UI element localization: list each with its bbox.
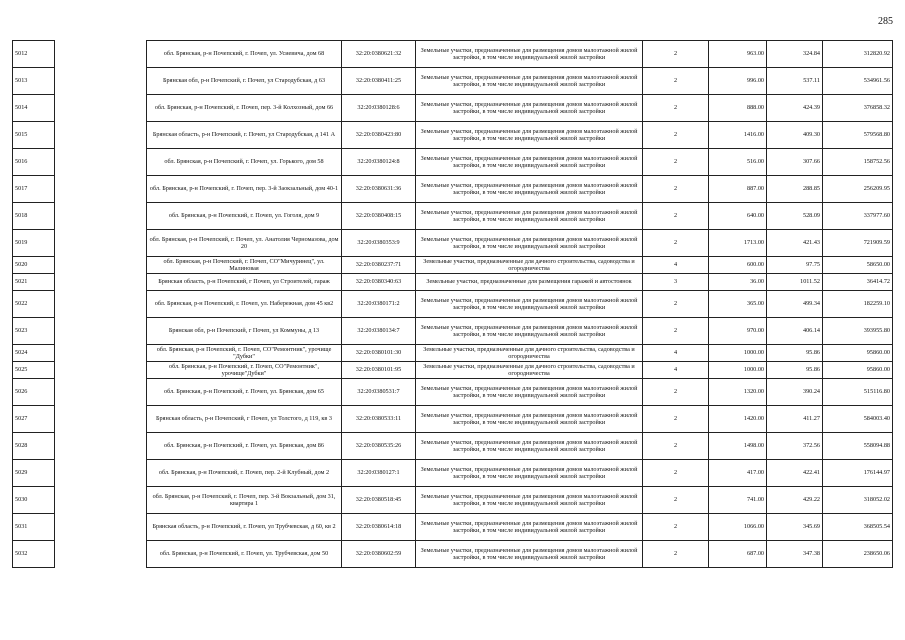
row-number: 5017: [13, 176, 55, 203]
row-number: 5020: [13, 257, 55, 274]
cadastral-number-cell: 32:20:0380423:80: [342, 122, 416, 149]
table-row: [13, 230, 893, 257]
category-cell: 2: [643, 487, 709, 514]
specific-value-cell: 345.69: [767, 514, 823, 541]
cadastral-value-cell: 534961.56: [823, 68, 893, 95]
area-cell: 1066.00: [709, 514, 767, 541]
cadastral-number-cell: 32:20:0380134:7: [342, 318, 416, 345]
land-use-cell: Земельные участки, предназначенные для дачного строительства, садоводства и огородничества: [416, 345, 643, 362]
row-number: 5025: [13, 362, 55, 379]
cadastral-value-cell: 158752.56: [823, 149, 893, 176]
cadastral-number-cell: 32:20:0380101:30: [342, 345, 416, 362]
cadastral-value-cell: 368505.54: [823, 514, 893, 541]
cadastral-value-cell: 376858.32: [823, 95, 893, 122]
area-cell: 1000.00: [709, 345, 767, 362]
cadastral-value-cell: 337977.60: [823, 203, 893, 230]
row-number: 5026: [13, 379, 55, 406]
address-cell: обл. Брянская, р-н Почепский, г. Почеп, ул. Усиевича, дом 68: [147, 41, 342, 68]
cadastral-value-cell: 256209.95: [823, 176, 893, 203]
land-use-cell: Земельные участки, предназначенные для размещения домов малоэтажной жилой застройки, в том числе индивидуальной жилой застройки: [416, 149, 643, 176]
spacer-cell: [55, 406, 147, 433]
cadastral-number-cell: 32:20:0380353:9: [342, 230, 416, 257]
page-number: 285: [878, 16, 893, 27]
cadastral-value-cell: 393955.80: [823, 318, 893, 345]
spacer-cell: [55, 541, 147, 568]
area-cell: 970.00: [709, 318, 767, 345]
spacer-cell: [55, 345, 147, 362]
table-row: [13, 203, 893, 230]
land-use-cell: Земельные участки, предназначенные для размещения домов малоэтажной жилой застройки, в том числе индивидуальной жилой застройки: [416, 460, 643, 487]
cadastral-number-cell: 32:20:0380621:32: [342, 41, 416, 68]
category-cell: 2: [643, 203, 709, 230]
cadastral-number-cell: 32:20:0380237:71: [342, 257, 416, 274]
land-use-cell: Земельные участки, предназначенные для размещения домов малоэтажной жилой застройки, в том числе индивидуальной жилой застройки: [416, 433, 643, 460]
spacer-cell: [55, 68, 147, 95]
area-cell: 687.00: [709, 541, 767, 568]
cadastral-number-cell: 32:20:0380531:7: [342, 379, 416, 406]
address-cell: обл. Брянская, р-н Почепский, г. Почеп, СО"Ремонтник", урочище "Дубки": [147, 345, 342, 362]
category-cell: 3: [643, 274, 709, 291]
spacer-cell: [55, 433, 147, 460]
cadastral-value-cell: 318052.02: [823, 487, 893, 514]
row-number: 5023: [13, 318, 55, 345]
address-cell: обл. Брянская, р-н Почепский, г. Почеп, пер. 2-й Клубный, дом 2: [147, 460, 342, 487]
specific-value-cell: 372.56: [767, 433, 823, 460]
row-number: 5014: [13, 95, 55, 122]
area-cell: 1416.00: [709, 122, 767, 149]
spacer-cell: [55, 487, 147, 514]
specific-value-cell: 97.75: [767, 257, 823, 274]
spacer-cell: [55, 122, 147, 149]
cadastral-number-cell: 32:20:0380101:95: [342, 362, 416, 379]
specific-value-cell: 409.30: [767, 122, 823, 149]
land-use-cell: Земельные участки, предназначенные для дачного строительства, садоводства и огородничества: [416, 257, 643, 274]
land-use-cell: Земельные участки, предназначенные для размещения домов малоэтажной жилой застройки, в том числе индивидуальной жилой застройки: [416, 406, 643, 433]
address-cell: обл. Брянская, р-н Почепский, г. Почеп, ул. Набережная, дом 45 кв2: [147, 291, 342, 318]
cadastral-value-cell: 721909.59: [823, 230, 893, 257]
category-cell: 2: [643, 379, 709, 406]
table-row: [13, 345, 893, 362]
address-cell: Брянская область, р-н Почепский, г Почеп, ул Толстого, д 119, кв 3: [147, 406, 342, 433]
category-cell: 2: [643, 433, 709, 460]
cadastral-value-cell: 182259.10: [823, 291, 893, 318]
area-cell: 1000.00: [709, 362, 767, 379]
row-number: 5032: [13, 541, 55, 568]
land-use-cell: Земельные участки, предназначенные для размещения домов малоэтажной жилой застройки, в том числе индивидуальной жилой застройки: [416, 68, 643, 95]
cadastral-value-cell: 238650.06: [823, 541, 893, 568]
category-cell: 2: [643, 41, 709, 68]
spacer-cell: [55, 291, 147, 318]
address-cell: обл. Брянская, р-н Почепский, г. Почеп, СО"Мичуринец", ул. Малиновая: [147, 257, 342, 274]
address-cell: обл. Брянская, р-н Почепский, г. Почеп, пер. 3-й Вокзальный, дом 31, квартира 1: [147, 487, 342, 514]
cadastral-value-cell: 584003.40: [823, 406, 893, 433]
category-cell: 2: [643, 95, 709, 122]
cadastral-value-cell: 36414.72: [823, 274, 893, 291]
address-cell: Брянская обл, р-н Почепский, г. Почеп, ул Стародубская, д 63: [147, 68, 342, 95]
area-cell: 600.00: [709, 257, 767, 274]
cadastral-number-cell: 32:20:0380535:26: [342, 433, 416, 460]
table-row: [13, 291, 893, 318]
address-cell: обл. Брянская, р-н Почепский, г. Почеп, ул. Брянская, дом 86: [147, 433, 342, 460]
cadastral-number-cell: 32:20:0380411:25: [342, 68, 416, 95]
cadastral-number-cell: 32:20:0380127:1: [342, 460, 416, 487]
area-cell: 365.00: [709, 291, 767, 318]
row-number: 5018: [13, 203, 55, 230]
cadastral-number-cell: 32:20:0380124:8: [342, 149, 416, 176]
specific-value-cell: 411.27: [767, 406, 823, 433]
table-row: [13, 514, 893, 541]
address-cell: обл. Брянская, р-н Почепский, г. Почеп, ул. Брянская, дом 65: [147, 379, 342, 406]
spacer-cell: [55, 318, 147, 345]
category-cell: 2: [643, 68, 709, 95]
category-cell: 4: [643, 362, 709, 379]
land-use-cell: Земельные участки, предназначенные для дачного строительства, садоводства и огородничества: [416, 362, 643, 379]
area-cell: 887.00: [709, 176, 767, 203]
spacer-cell: [55, 149, 147, 176]
category-cell: 2: [643, 230, 709, 257]
address-cell: обл. Брянская, р-н Почепский, г. Почеп, пер. 3-й Заокзальный, дом 40-1: [147, 176, 342, 203]
row-number: 5021: [13, 274, 55, 291]
category-cell: 2: [643, 318, 709, 345]
row-number: 5031: [13, 514, 55, 541]
specific-value-cell: 347.38: [767, 541, 823, 568]
cadastral-number-cell: 32:20:0380631:36: [342, 176, 416, 203]
address-cell: обл. Брянская, р-н Почепский, г. Почеп, ул. Трубчевская, дом 50: [147, 541, 342, 568]
spacer-cell: [55, 274, 147, 291]
specific-value-cell: 499.34: [767, 291, 823, 318]
address-cell: обл. Брянская, р-н Почепский, г. Почеп, пер. 3-й Колхозный, дом 66: [147, 95, 342, 122]
specific-value-cell: 288.85: [767, 176, 823, 203]
land-use-cell: Земельные участки, предназначенные для размещения домов малоэтажной жилой застройки, в том числе индивидуальной жилой застройки: [416, 541, 643, 568]
cadastral-value-cell: 312820.92: [823, 41, 893, 68]
land-use-cell: Земельные участки, предназначенные для размещения домов малоэтажной жилой застройки, в том числе индивидуальной жилой застройки: [416, 291, 643, 318]
row-number: 5030: [13, 487, 55, 514]
land-use-cell: Земельные участки, предназначенные для размещения домов малоэтажной жилой застройки, в том числе индивидуальной жилой застройки: [416, 203, 643, 230]
table-row: [13, 362, 893, 379]
area-cell: 996.00: [709, 68, 767, 95]
cadastral-value-cell: 515116.80: [823, 379, 893, 406]
specific-value-cell: 95.86: [767, 345, 823, 362]
cadastral-number-cell: 32:20:0380518:45: [342, 487, 416, 514]
spacer-cell: [55, 514, 147, 541]
table-row: [13, 68, 893, 95]
row-number: 5013: [13, 68, 55, 95]
spacer-cell: [55, 41, 147, 68]
cadastral-value-cell: 95860.00: [823, 345, 893, 362]
area-cell: 1420.00: [709, 406, 767, 433]
land-use-cell: Земельные участки, предназначенные для размещения домов малоэтажной жилой застройки, в том числе индивидуальной жилой застройки: [416, 176, 643, 203]
table-row: [13, 379, 893, 406]
area-cell: 963.00: [709, 41, 767, 68]
cadastral-number-cell: 32:20:0380533:11: [342, 406, 416, 433]
land-use-cell: Земельные участки, предназначенные для размещения домов малоэтажной жилой застройки, в том числе индивидуальной жилой застройки: [416, 230, 643, 257]
specific-value-cell: 1011.52: [767, 274, 823, 291]
cadastral-value-cell: 558094.88: [823, 433, 893, 460]
row-number: 5019: [13, 230, 55, 257]
address-cell: обл. Брянская, р-н Почепский, г. Почеп, ул. Гоголя, дом 9: [147, 203, 342, 230]
spacer-cell: [55, 460, 147, 487]
specific-value-cell: 406.14: [767, 318, 823, 345]
row-number: 5012: [13, 41, 55, 68]
spacer-cell: [55, 257, 147, 274]
row-number: 5022: [13, 291, 55, 318]
category-cell: 2: [643, 291, 709, 318]
address-cell: Брянская обл, р-н Почепский, г Почеп, ул Коммуны, д 13: [147, 318, 342, 345]
category-cell: 4: [643, 257, 709, 274]
table-row: [13, 318, 893, 345]
area-cell: 1498.00: [709, 433, 767, 460]
area-cell: 1320.00: [709, 379, 767, 406]
table-row: [13, 122, 893, 149]
spacer-cell: [55, 176, 147, 203]
category-cell: 2: [643, 460, 709, 487]
area-cell: 417.00: [709, 460, 767, 487]
specific-value-cell: 422.41: [767, 460, 823, 487]
table-row: [13, 41, 893, 68]
category-cell: 2: [643, 406, 709, 433]
cadastral-number-cell: 32:20:0380171:2: [342, 291, 416, 318]
address-cell: обл. Брянская, р-н Почепский, г. Почеп, ул. Анатолия Черномазова, дом 20: [147, 230, 342, 257]
category-cell: 2: [643, 514, 709, 541]
spacer-cell: [55, 230, 147, 257]
table-row: [13, 176, 893, 203]
land-use-cell: Земельные участки, предназначенные для размещения домов малоэтажной жилой застройки, в том числе индивидуальной жилой застройки: [416, 95, 643, 122]
table-row: [13, 541, 893, 568]
table-row: [13, 406, 893, 433]
category-cell: 2: [643, 149, 709, 176]
row-number: 5028: [13, 433, 55, 460]
table-row: [13, 95, 893, 122]
specific-value-cell: 95.86: [767, 362, 823, 379]
category-cell: 2: [643, 541, 709, 568]
spacer-cell: [55, 362, 147, 379]
area-cell: 516.00: [709, 149, 767, 176]
row-number: 5015: [13, 122, 55, 149]
spacer-cell: [55, 95, 147, 122]
table-row: [13, 433, 893, 460]
specific-value-cell: 421.43: [767, 230, 823, 257]
specific-value-cell: 324.84: [767, 41, 823, 68]
row-number: 5027: [13, 406, 55, 433]
specific-value-cell: 528.09: [767, 203, 823, 230]
cadastral-value-cell: 58650.00: [823, 257, 893, 274]
area-cell: 741.00: [709, 487, 767, 514]
address-cell: обл. Брянская, р-н Почепский, г. Почеп, ул. Горького, дом 58: [147, 149, 342, 176]
category-cell: 4: [643, 345, 709, 362]
area-cell: 888.00: [709, 95, 767, 122]
specific-value-cell: 429.22: [767, 487, 823, 514]
specific-value-cell: 424.39: [767, 95, 823, 122]
table-row: [13, 487, 893, 514]
cadastral-value-cell: 579568.80: [823, 122, 893, 149]
row-number: 5024: [13, 345, 55, 362]
address-cell: Брянская область, р-н Почепский, г. Почеп, ул Стародубская, д 141 А: [147, 122, 342, 149]
land-use-cell: Земельные участки, предназначенные для размещения домов малоэтажной жилой застройки, в том числе индивидуальной жилой застройки: [416, 122, 643, 149]
category-cell: 2: [643, 176, 709, 203]
land-use-cell: Земельные участки, предназначенные для размещения домов малоэтажной жилой застройки, в том числе индивидуальной жилой застройки: [416, 514, 643, 541]
specific-value-cell: 307.66: [767, 149, 823, 176]
land-use-cell: Земельные участки, предназначенные для размещения домов малоэтажной жилой застройки, в том числе индивидуальной жилой застройки: [416, 41, 643, 68]
spacer-cell: [55, 379, 147, 406]
specific-value-cell: 537.11: [767, 68, 823, 95]
address-cell: Брянская область, р-н Почепский, г Почеп, ул Строителей, гараж: [147, 274, 342, 291]
land-use-cell: Земельные участки, предназначенные для размещения домов малоэтажной жилой застройки, в том числе индивидуальной жилой застройки: [416, 318, 643, 345]
cadastral-number-cell: 32:20:0380408:15: [342, 203, 416, 230]
specific-value-cell: 390.24: [767, 379, 823, 406]
address-cell: Брянская область, р-н Почепский, г. Почеп, ул Трубчевская, д 60, кв 2: [147, 514, 342, 541]
cadastral-value-table: [12, 40, 893, 568]
table-row: [13, 274, 893, 291]
table-row: [13, 149, 893, 176]
cadastral-value-cell: 95860.00: [823, 362, 893, 379]
address-cell: обл. Брянская, р-н Почепский, г. Почеп, СО"Ремонтник", урочище"Дубки": [147, 362, 342, 379]
cadastral-number-cell: 32:20:0380602:59: [342, 541, 416, 568]
cadastral-number-cell: 32:20:0380128:6: [342, 95, 416, 122]
table-row: [13, 460, 893, 487]
cadastral-value-cell: 176144.97: [823, 460, 893, 487]
table-row: [13, 257, 893, 274]
cadastral-number-cell: 32:20:0380340:63: [342, 274, 416, 291]
land-use-cell: Земельные участки, предназначенные для размещения домов малоэтажной жилой застройки, в том числе индивидуальной жилой застройки: [416, 379, 643, 406]
category-cell: 2: [643, 122, 709, 149]
spacer-cell: [55, 203, 147, 230]
area-cell: 1713.00: [709, 230, 767, 257]
row-number: 5016: [13, 149, 55, 176]
land-use-cell: Земельные участки, предназначенные для размещения домов малоэтажной жилой застройки, в том числе индивидуальной жилой застройки: [416, 487, 643, 514]
row-number: 5029: [13, 460, 55, 487]
area-cell: 36.00: [709, 274, 767, 291]
cadastral-number-cell: 32:20:0380614:18: [342, 514, 416, 541]
land-use-cell: Земельные участки, предназначенные для размещения гаражей и автостоянок: [416, 274, 643, 291]
area-cell: 640.00: [709, 203, 767, 230]
